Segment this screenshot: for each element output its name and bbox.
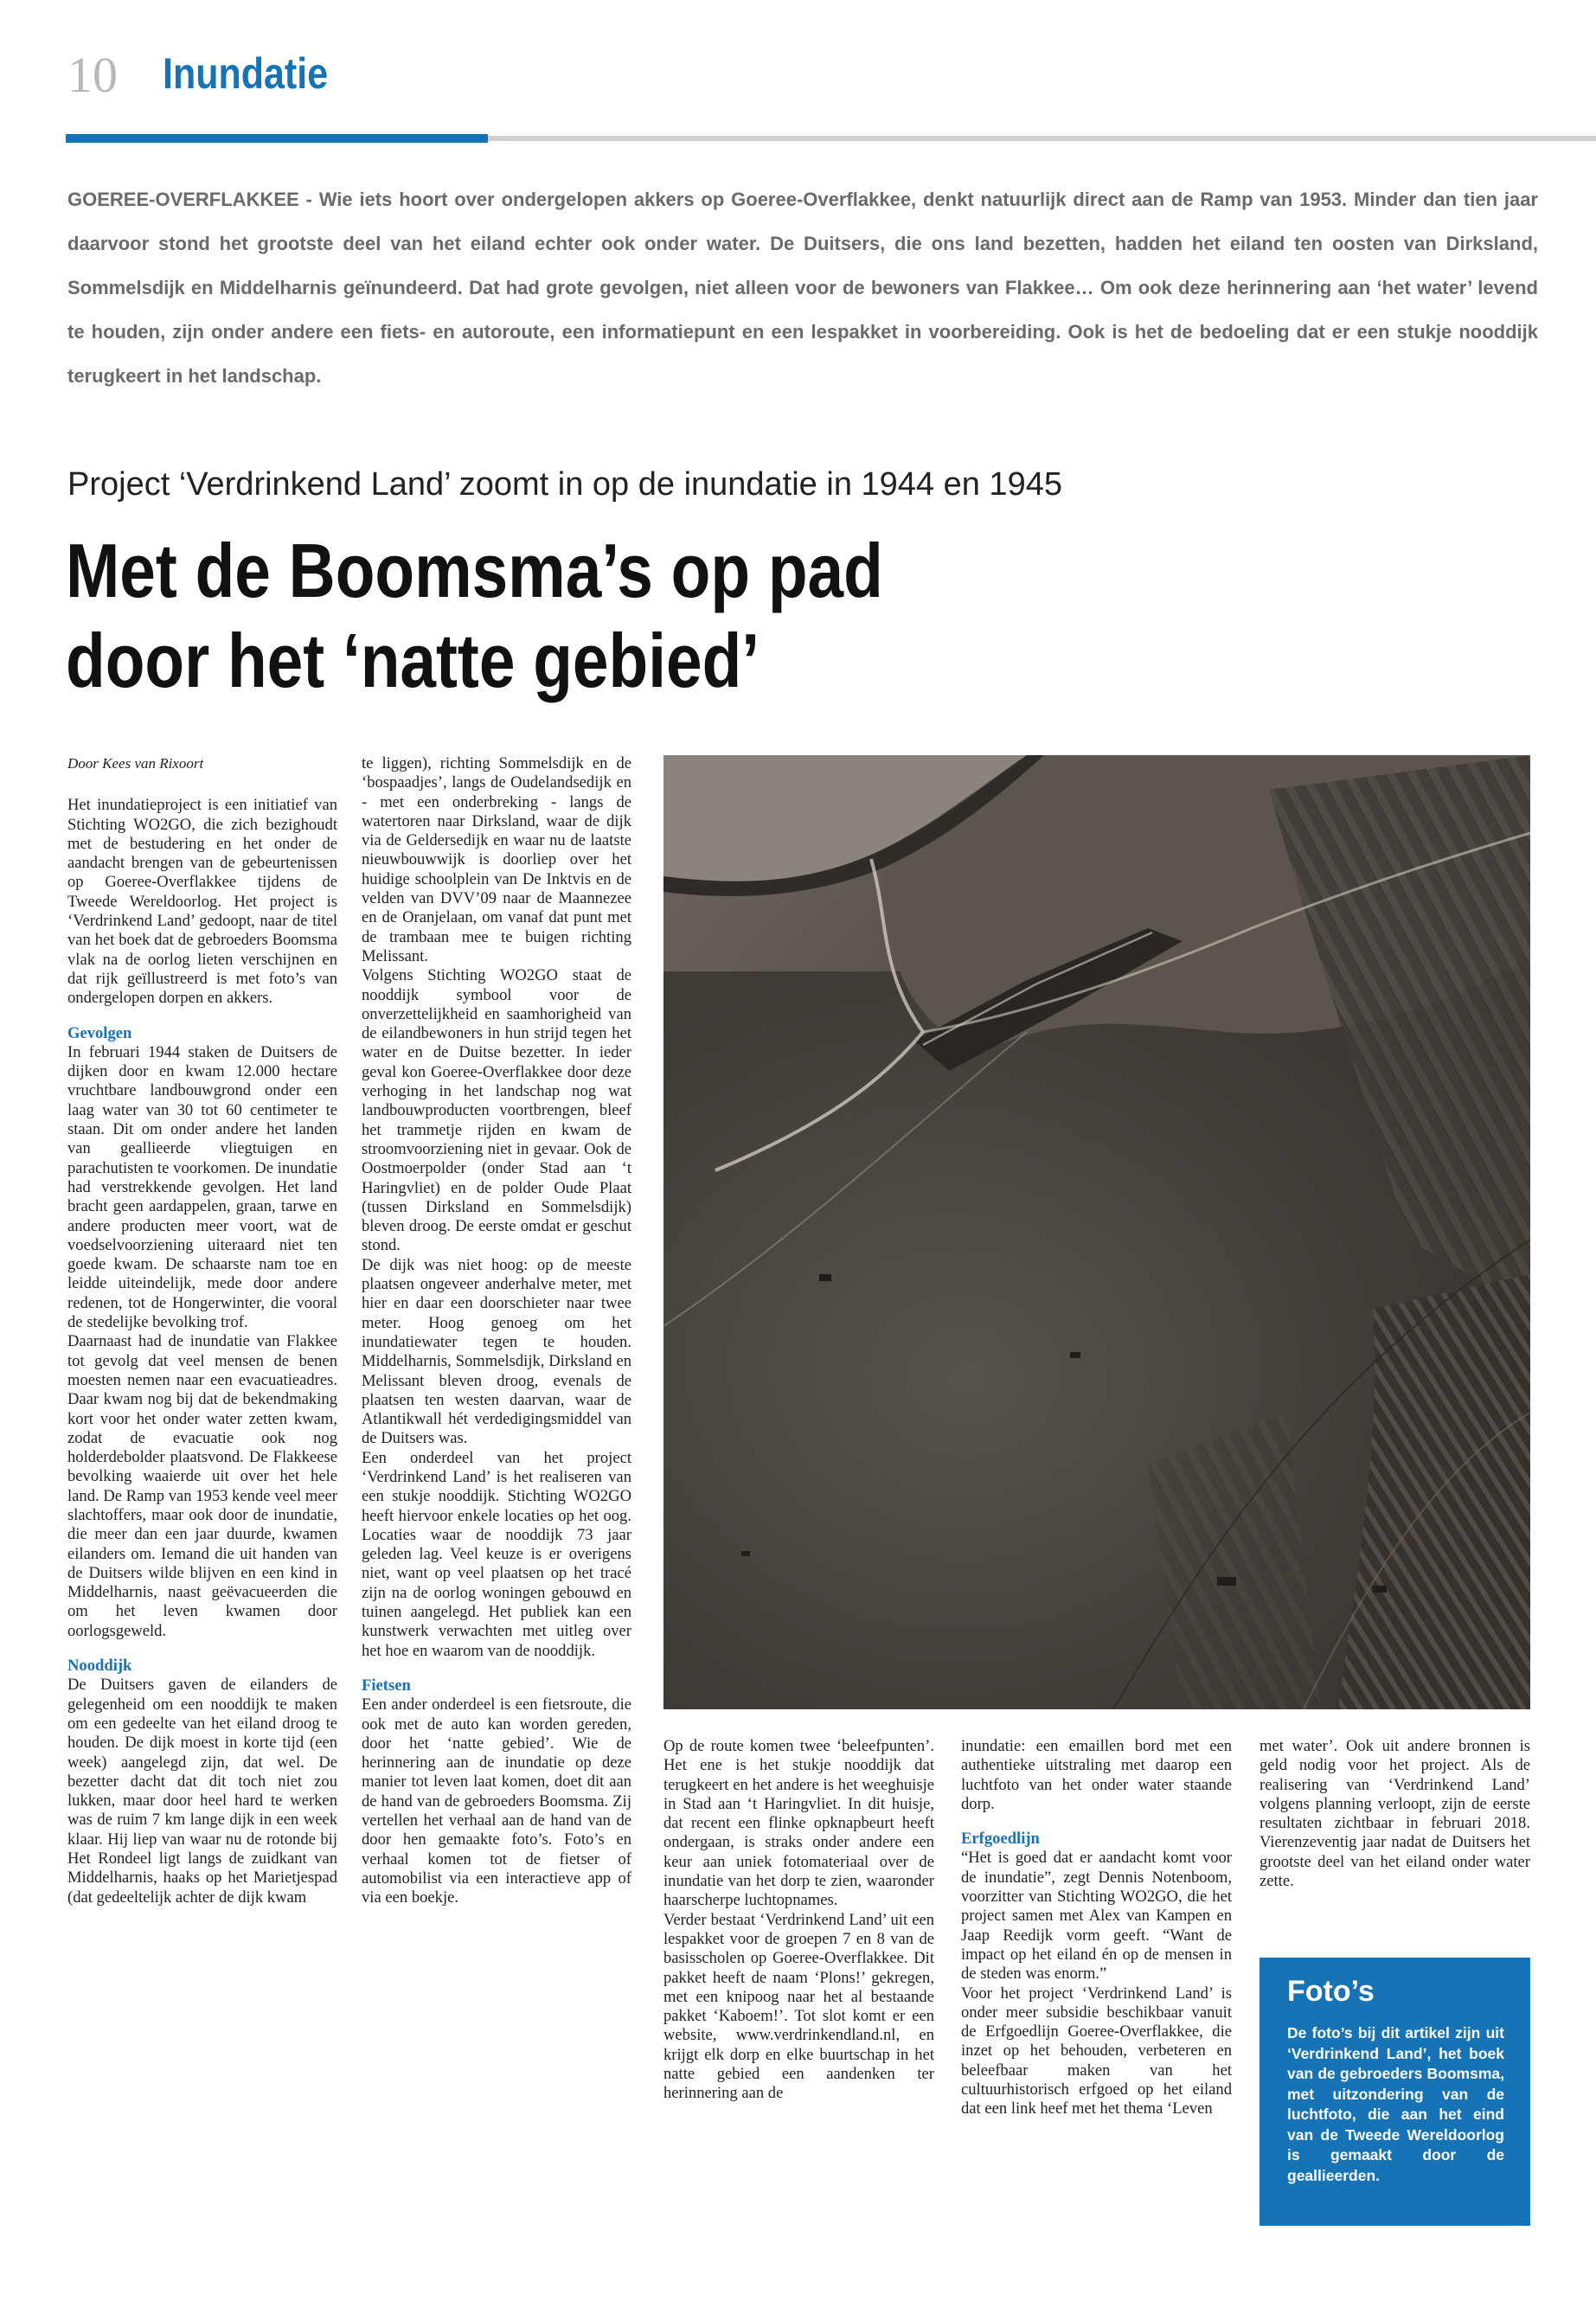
paragraph: In februari 1944 staken de Duitsers de dijken door en kwam 12.000 hectare vruchtbare landbouwgrond onder een laag water van 30 tot 60 centimeter te staan. Dit om onder andere het landen van geallieerde vliegtuigen en parachutisten te voorkomen. De inundatie had verstrekkende gevolgen. Het land bracht geen aardappelen, graan, tarwe en andere producten meer voort, wat de voedselvoorziening uiteraard niet ten goede kwam. De schaarste nam toe en leidde uiteindelijk, mede door andere redenen, tot de Hongerwinter, die vooral de stedelijke bevolking trof.	[67, 1042, 337, 1332]
subheading-nooddijk: Nooddijk	[67, 1657, 132, 1676]
article-kicker: Project ‘Verdrinkend Land’ zoomt in op de inundatie in 1944 en 1945	[67, 466, 1062, 503]
page-number: 10	[67, 47, 118, 103]
headline-line-1: Met de Boomsma’s op pad	[66, 528, 883, 613]
article-column-3	[663, 1737, 934, 2104]
article-column-2	[362, 754, 631, 1908]
paragraph: Een ander onderdeel is een fietsroute, die ook met de auto kan worden gereden, door het ‘natte gebied’. Wie de herinnering aan de inundatie op deze manier tot leven laat komen, doet dit aan de hand van de gebroeders Boomsma. Zij vertellen het verhaal aan de hand van de door hen gemaakte foto’s. Foto’s en verhaal komen tot de fietser of automobilist via een interactieve app of via een boekje.	[362, 1695, 631, 1907]
article-column-5	[1259, 1737, 1530, 1891]
paragraph: Daarnaast had de inundatie van Flakkee tot gevolg dat veel mensen de benen moesten nemen naar een evacuatieadres. Daar kwam nog bij dat de bekendmaking kort voor het onder water zetten kwam, zodat de evacuatie ook nog holderdebolder plaatsvond. De Flakkeese bevolking waaierde uit over het hele land. De Ramp van 1953 kende veel meer slachtoffers, maar ook door de inundatie, die meer dan een jaar duurde, kwamen eilanders om. Iemand die uit handen van de Duitsers wilde blijven en een kind in Middelharnis, naast geëvacueerden die om het leven kwamen door oorlogsgeweld.	[67, 1332, 337, 1640]
subheading-fietsen: Fietsen	[362, 1676, 411, 1695]
byline: Door Kees van Rixoort	[67, 755, 204, 772]
paragraph: Volgens Stichting WO2GO staat de nooddijk symbool voor de onverzettelijkheid en saamhorigheid van de eilandbewoners in hun strijd tegen het water en de Duitse bezetter. In ieder geval kon Goeree-Overflakkee door deze verhoging in het landschap nog wat landbouwproducten voortbrengen, bleef het trammetje rijden en kwam de stroomvoorziening niet in gevaar. Ook de Oostmoerpolder (onder Stad aan ‘t Haringvliet) en de polder Oude Plaat (tussen Dirksland en Sommelsdijk) bleven droog. De eerste omdat er geschut stond.	[362, 966, 631, 1255]
aerial-photo	[663, 755, 1530, 1709]
photo-credit-box	[1259, 1958, 1530, 2226]
header-rule	[488, 136, 1596, 141]
photo-credit-text: De foto’s bij dit artikel zijn uit ‘Verdrinkend Land’, het boek van de gebroeders Boomsma, met uitzondering van de luchtfoto, die aan het eind van de Tweede Wereldoorlog is gemaakt door de geallieerden.	[1287, 2024, 1504, 2184]
article-column-1	[67, 754, 337, 1907]
section-title: Inundatie	[163, 49, 329, 98]
paragraph: Verder bestaat ‘Verdrinkend Land’ uit een lespakket voor de groepen 7 en 8 van de basisscholen op Goeree-Overflakkee. Dit pakket heeft de naam ‘Plons!’ gekregen, met een knipoog naar het al bestaande pakket ‘Kaboem!’. Tot slot komt er een website, www.verdrinkendland.nl, en krijgt elk dorp en elke buurtschap in het natte gebied een aandenken ter herinnering aan de	[663, 1910, 934, 2103]
paragraph: Het inundatieproject is een initiatief van Stichting WO2GO, die zich bezighoudt met de bestudering en het onder de aandacht brengen van de gebeurtenissen op Goeree-Overflakkee tijdens de Tweede Wereldoorlog. Het project is ‘Verdrinkend Land’ gedoopt, naar de titel van het boek dat de gebroeders Boomsma vlak na de oorlog lieten verschijnen en dat rijk geïllustreerd is met foto’s van ondergelopen dorpen en akkers.	[67, 796, 337, 1008]
paragraph: Op de route komen twee ‘beleefpunten’. Het ene is het stukje nooddijk dat terugkeert en het andere is het weeghuisje in Stad aan ‘t Haringvliet. In dit huisje, dat recent een flinke opknapbeurt heeft ondergaan, is straks onder andere een keur aan uniek fotomateriaal over de inundatie van het dorp te zien, waaronder haarscherpe luchtopnames.	[663, 1737, 934, 1910]
paragraph: Voor het project ‘Verdrinkend Land’ is onder meer subsidie beschikbaar vanuit de Erfgoedlijn Goeree-Overflakkee, die inzet op het behouden, verbeteren en beleefbaar maken van het cultuurhistorisch erfgoed op het eiland dat een link heef met het thema ‘Leven	[961, 1984, 1232, 2118]
photo-credit-title: Foto’s	[1287, 1975, 1375, 2008]
paragraph: te liggen), richting Sommelsdijk en de ‘bospaadjes’, langs de Oudelandsedijk en - met een onderbreking - langs de watertoren naar Dirksland, waar de dijk via de Geldersedijk en waar nu de laatste nieuwbouwwijk is doorliep over het huidige schoolplein van De Inktvis en de velden van DVV’09 naar de Maannezee en de Oranjelaan, om vanaf dat punt met de trambaan mee te buigen richting Melissant.	[362, 754, 631, 965]
headline-line-2: door het ‘natte gebied’	[66, 618, 760, 703]
article-column-4	[961, 1737, 1232, 2119]
paragraph: Een onderdeel van het project ‘Verdrinkend Land’ is het realiseren van een stukje nooddijk. Stichting WO2GO heeft hiervoor enkele locaties op het oog. Locaties waar de nooddijk 73 jaar geleden lag. Veel keuze is er overigens niet, want op veel plaatsen op het tracé zijn na de oorlog woningen gebouwd en tuinen aangelegd. Het publiek kan een kunstwerk verwachten met uitleg over het hoe en waarom van de nooddijk.	[362, 1448, 631, 1660]
intro-paragraph: GOEREE-OVERFLAKKEE - Wie iets hoort over ondergelopen akkers op Goeree-Overflakkee, denkt natuurlijk direct aan de Ramp van 1953. Minder dan tien jaar daarvoor stond het grootste deel van het eiland echter ook onder water. De Duitsers, die ons land bezetten, hadden het eiland ten oosten van Dirksland, Sommelsdijk en Middelharnis geïnundeerd. Dat had grote gevolgen, niet alleen voor de bewoners van Flakkee… Om ook deze herinnering aan ‘het water’ levend te houden, zijn onder andere een fiets- en autoroute, een informatiepunt en een lespakket in voorbereiding. Ook is het de bedoeling dat er een stukje nooddijk terugkeert in het landschap.	[67, 189, 1538, 387]
paragraph: “Het is goed dat er aandacht komt voor de inundatie”, zegt Dennis Notenboom, voorzitter van Stichting WO2GO, die het project samen met Alex van Kampen en Jaap Reedijk vorm geeft. “Want de impact op het eiland én op de mensen in de steden was enorm.”	[961, 1849, 1232, 1984]
paragraph: met water’. Ook uit andere bronnen is geld nodig voor het project. Als de realisering van ‘Verdrinkend Land’ volgens planning verloopt, zijn de eerste resultaten zichtbaar in februari 2018. Vierenzeventig jaar nadat de Duitsers het grootste deel van het eiland onder water zette.	[1259, 1737, 1530, 1891]
paragraph: inundatie: een emaillen bord met een authentieke uitstraling met daarop een luchtfoto van het onder water staande dorp.	[961, 1737, 1232, 1813]
subheading-erfgoedlijn: Erfgoedlijn	[961, 1830, 1040, 1849]
article-headline	[66, 526, 883, 706]
header-rule-accent	[66, 134, 488, 143]
paragraph: De Duitsers gaven de eilanders de gelegenheid om een nooddijk te maken om een gedeelte van het eiland droog te houden. De dijk moest in korte tijd (een week) aangelegd zijn, dat wel. De bezetter dacht dat dit toch niet zou lukken, maar door heel hard te werken was de ruim 7 km lange dijk in een week klaar. Hij liep van waar nu de rotonde bij Het Rondeel ligt langs de zuidkant van Middelharnis, haaks op het Marietjespad (dat gedeeltelijk achter de dijk kwam	[67, 1676, 337, 1907]
paragraph: De dijk was niet hoog: op de meeste plaatsen ongeveer anderhalve meter, met hier en daar een doorschieter naar twee meter. Hoog genoeg om het inundatiewater tegen te houden. Middelharnis, Sommelsdijk, Dirksland en Melissant bleven droog, evenals de plaatsen ten westen daarvan, waar de Atlantikwall hét verdedigingsmiddel van de Duitsers was.	[362, 1255, 631, 1448]
subheading-gevolgen: Gevolgen	[67, 1023, 132, 1042]
